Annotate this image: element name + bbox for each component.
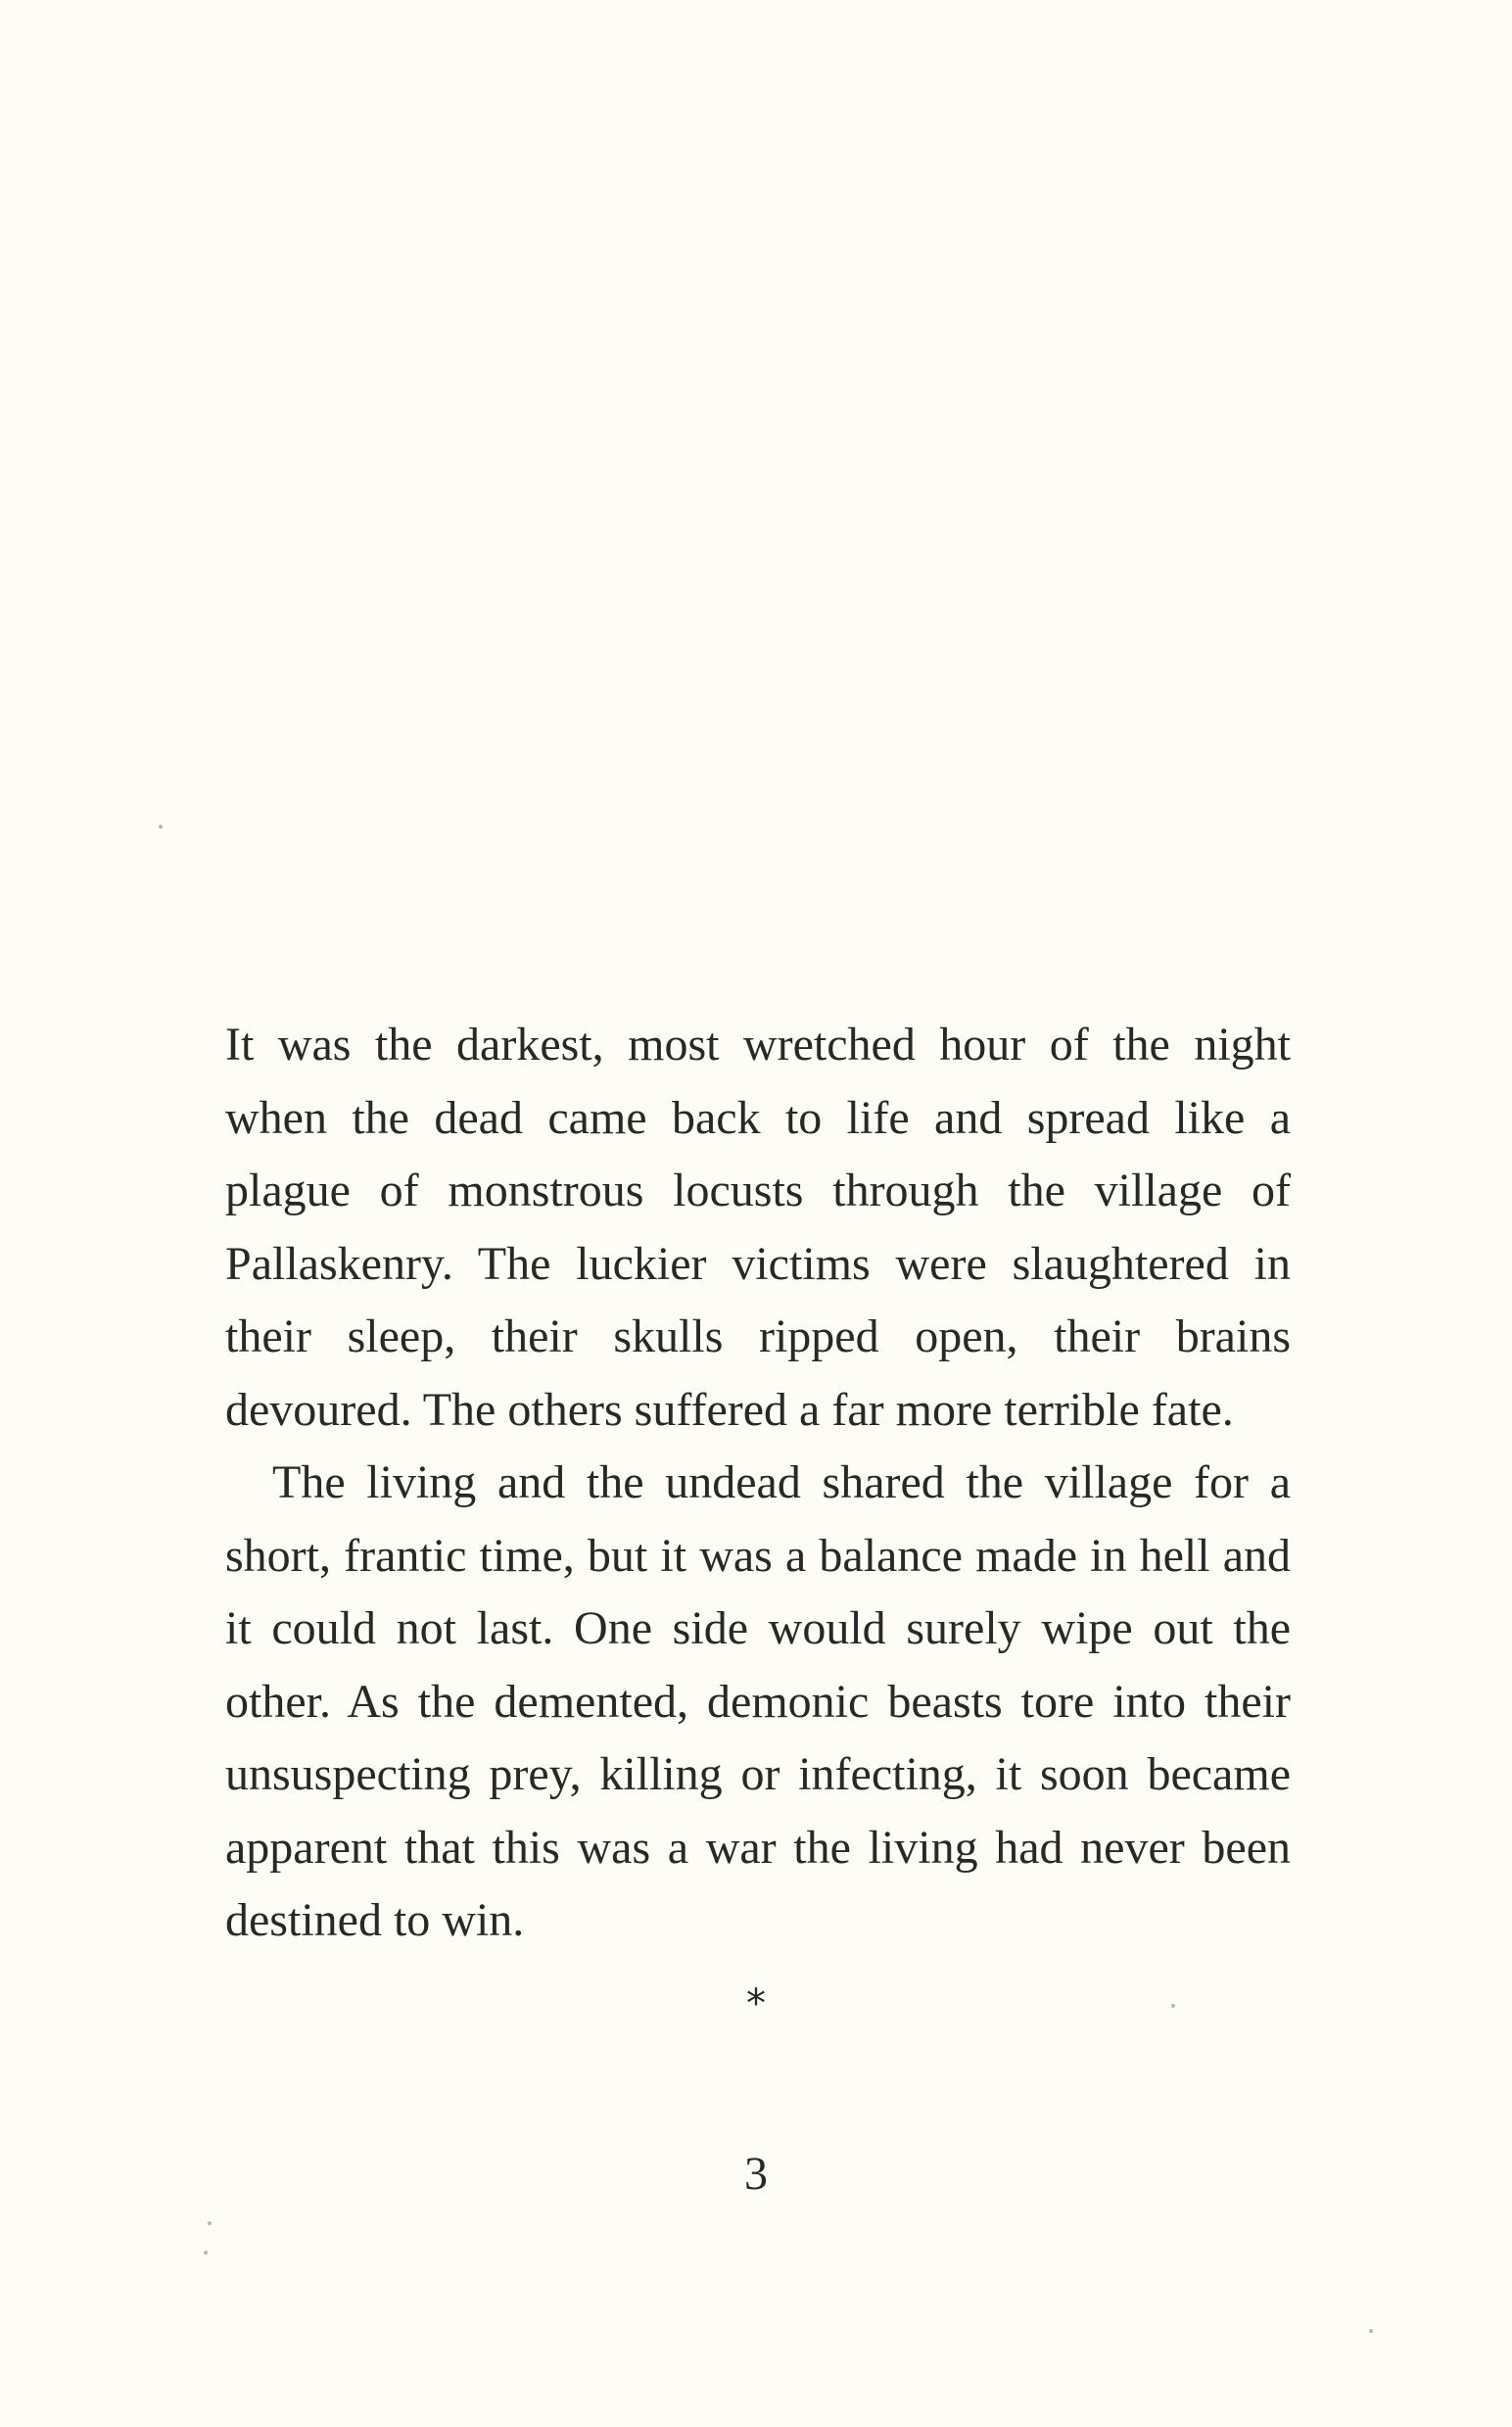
paper-speck bbox=[159, 825, 163, 829]
paper-speck bbox=[1369, 2329, 1373, 2333]
paragraph-2: The living and the undead shared the village for a short, frantic time, but it was a balance made in hell and it could not last. One side would surely wipe out the other. As the demented, demonic beasts tore into their unsuspecting prey, killing or infecting, it soon became apparent that this was a war the living had never been destined to win. bbox=[225, 1456, 1291, 1946]
paper-speck bbox=[204, 2251, 208, 2255]
section-separator: * bbox=[746, 1981, 766, 2026]
page-number: 3 bbox=[744, 2148, 768, 2200]
paragraph-1: It was the darkest, most wretched hour of the night when the dead came back to life and spread like a plague of monstrous locusts through the village of Pallaskenry. The luckier victims were slaughtered in their sleep, their skulls ripped open, their brains devoured. The others suffered a far more terrible fate. bbox=[225, 1019, 1291, 1436]
paper-speck bbox=[1171, 2004, 1175, 2008]
paper-speck bbox=[208, 2221, 212, 2225]
body-text bbox=[225, 1009, 1291, 1958]
